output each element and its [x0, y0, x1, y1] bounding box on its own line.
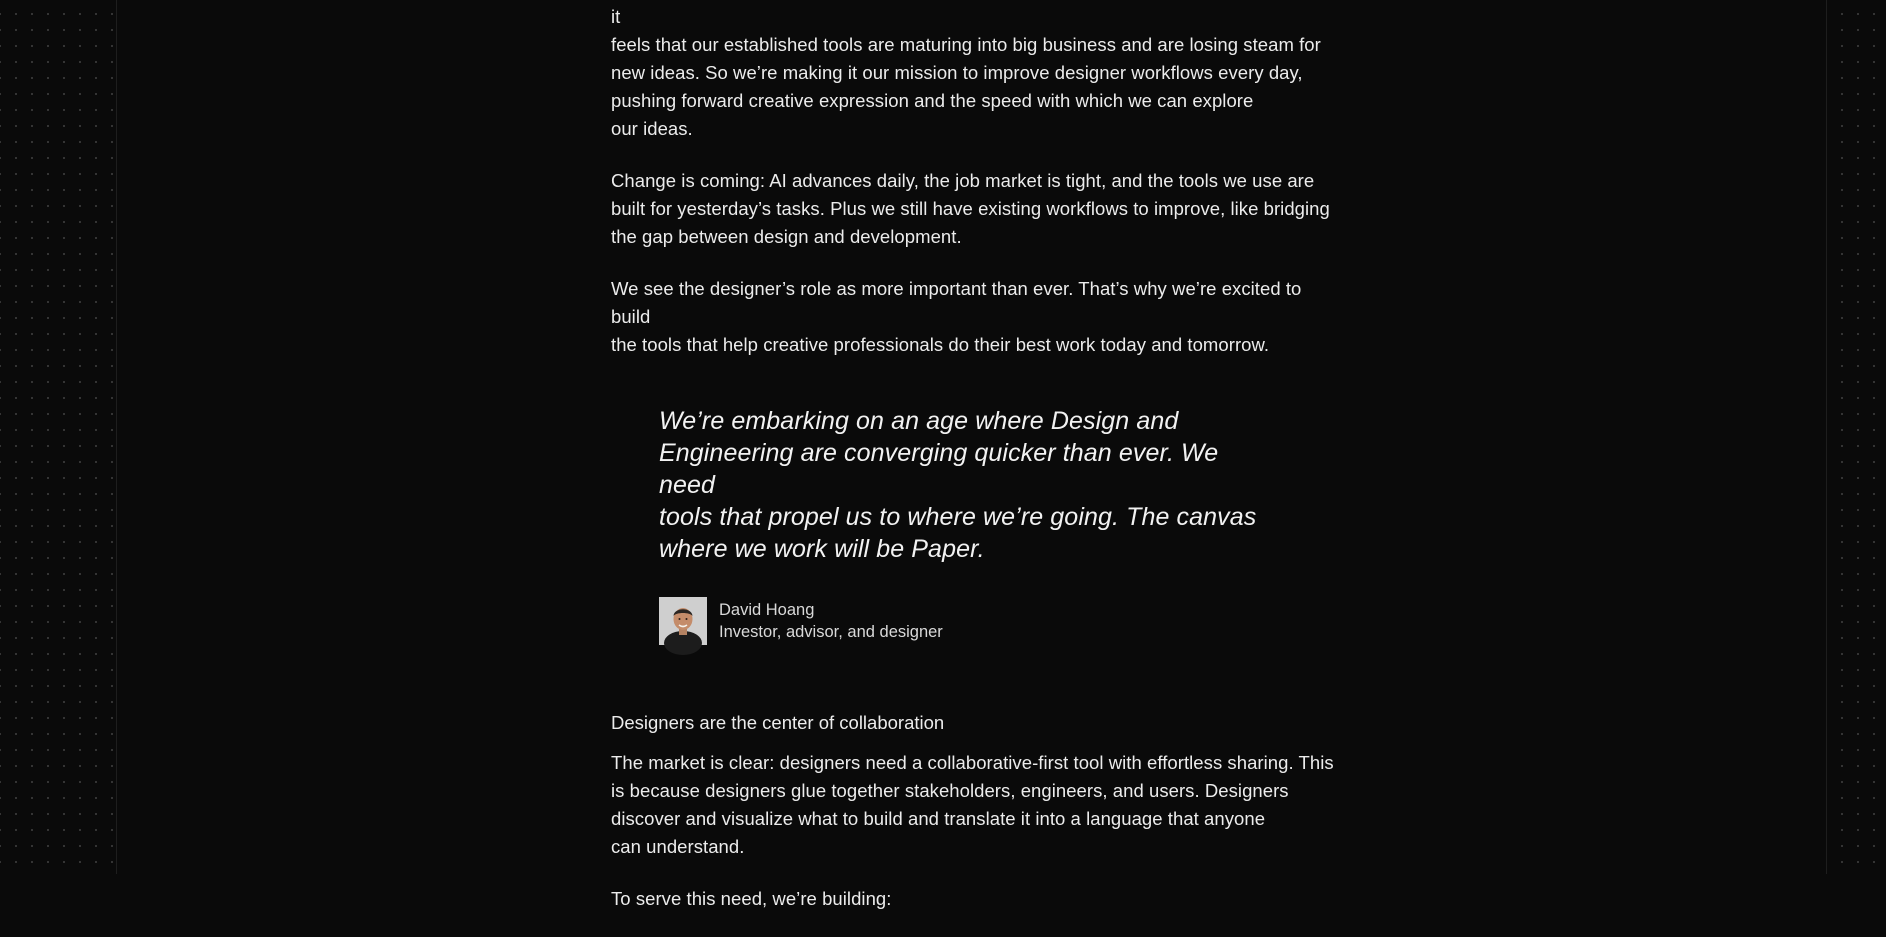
author-info — [719, 599, 943, 643]
section-heading: Designers are the center of collaboration — [611, 712, 945, 733]
author-role: Investor, advisor, and designer — [719, 623, 943, 641]
market-line: The market is clear: designers need a collaborative-first tool with effortless sharing. This — [611, 752, 1334, 773]
right-dotted-gutter — [1826, 0, 1886, 874]
quote-author — [659, 597, 1279, 645]
person-portrait-icon — [659, 597, 707, 645]
intro-line: our ideas. — [611, 118, 693, 139]
left-dotted-gutter — [0, 0, 116, 874]
quote-text — [659, 405, 1279, 565]
intro-line: pushing forward creative expression and the speed with which we can explore — [611, 90, 1254, 111]
intro-paragraph — [611, 0, 1339, 143]
market-line: can understand. — [611, 836, 745, 857]
role-line: the tools that help creative professionals do their best work today and tomorrow. — [611, 334, 1270, 355]
serve-line: To serve this need, we’re building: — [611, 888, 892, 909]
quote-line: where we work will be Paper. — [659, 535, 985, 563]
pull-quote — [659, 405, 1279, 645]
right-divider — [1826, 0, 1827, 874]
quote-line: tools that propel us to where we’re going. The canvas — [659, 503, 1257, 531]
intro-line: new ideas. So we’re making it our mission to improve designer workflows every day, — [611, 62, 1303, 83]
market-line: is because designers glue together stakeholders, engineers, and users. Designers — [611, 780, 1289, 801]
article-body — [611, 0, 1339, 937]
left-divider — [116, 0, 117, 874]
change-line: the gap between design and development. — [611, 226, 962, 247]
quote-line: We’re embarking on an age where Design and — [659, 407, 1179, 435]
role-line: We see the designer’s role as more important than ever. That’s why we’re excited to build — [611, 278, 1302, 327]
intro-line: it — [611, 6, 621, 27]
author-name: David Hoang — [719, 601, 815, 619]
change-paragraph — [611, 167, 1339, 251]
quote-line: Engineering are converging quicker than ever. We need — [659, 439, 1219, 499]
market-paragraph — [611, 749, 1339, 861]
market-line: discover and visualize what to build and translate it into a language that anyone — [611, 808, 1266, 829]
role-paragraph — [611, 275, 1339, 359]
change-line: built for yesterday’s tasks. Plus we still have existing workflows to improve, like bridging — [611, 198, 1330, 219]
change-line: Change is coming: AI advances daily, the job market is tight, and the tools we use are — [611, 170, 1315, 191]
serve-paragraph — [611, 885, 1339, 913]
intro-line: feels that our established tools are maturing into big business and are losing steam for — [611, 34, 1321, 55]
